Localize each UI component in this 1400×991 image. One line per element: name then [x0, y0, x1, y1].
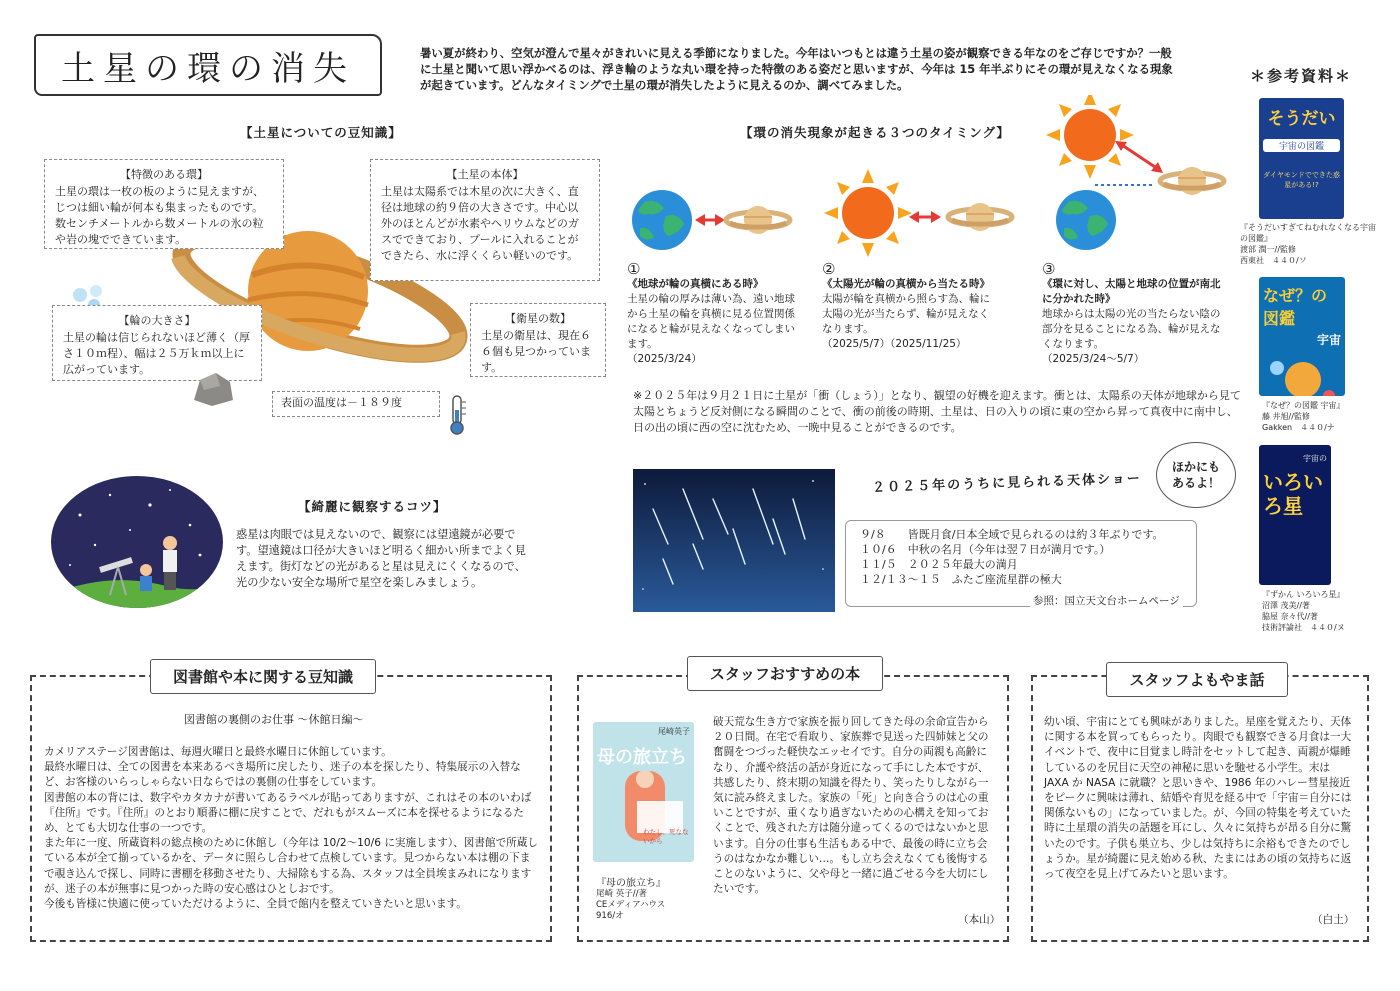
timing-1 — [627, 262, 799, 367]
timing-2-date: （2025/5/7）（2025/11/25） — [822, 338, 967, 350]
sky-event: １１/５ ２０２５年最大の満月 — [860, 558, 1018, 571]
library-paragraph: 最終水曜日は、全ての図書を本来あるべき場所に戻したり、迷子の本を探したり、特集展示の入替など、お客様のいらっしゃらない日ならではの裏側の仕事をしています。 — [44, 761, 521, 789]
timing-3-title: 《環に対し、太陽と地球の位置が南北に分かれた時》 — [1042, 278, 1221, 305]
trivia-moons-title: 【衛星の数】 — [505, 312, 571, 325]
trivia-body-text: 土星は太陽系では木星の次に大きく、直径は地球の約９倍の大きさです。中心以外のほとんどが水素やヘリウムなどのガスでできており、プールに入れることができたら、水に浮くくらい軽いのです。 — [381, 185, 579, 262]
staff-book-text: 破天荒な生き方で家族を振り回してきた母の余命宣告から２０日間。在宅で看取り、家族葬で見送った四姉妹と父の奮闘をつづった軽快なエッセイです。自分の両親も高齢になり、介護や終活の話が身近になって手にした本ですが、共感したり、終末期の知識を得たり、笑ったりしながら一気に読み終えました。家族の「死」と向き合うのは心の重いことですが、重くなり過ぎないための心構えを知っておくことで、残された方は随分違ってくるのではないかと思います。自分の仕事も生活もある中で、最後の時に立ち会うのはなかなか難しい…。もし立ち会えなくても後悔することのないように、父や母と一緒に過ごせる今を大切にしたいです。 — [713, 716, 989, 896]
trivia-ring-box — [44, 159, 284, 249]
library-label: 図書館や本に関する豆知識 — [150, 659, 376, 694]
library-body — [44, 745, 540, 912]
timing-3-text: 地球からは太陽の光の当たらない陰の部分を見ることになる為、輪が見えなくなります。 — [1042, 308, 1221, 350]
timing-1-num: ① — [627, 260, 641, 278]
page-title: 土星の環の消失 — [34, 34, 382, 96]
temperature-box: 表面の温度は－１８９度 — [272, 391, 440, 417]
timing-diagrams — [625, 95, 1245, 260]
sky-show-source: 参照：国立天文台ホームページ — [1030, 593, 1183, 608]
reference-book-2-caption: 『なぜ？の図鑑 宇宙』 藤 井旭//監修 Gakken ４４０/ナ — [1262, 401, 1345, 432]
thermometer-icon — [444, 394, 470, 436]
trivia-body-title: 【土星の本体】 — [446, 168, 524, 181]
timing-2-title: 《太陽光が輪の真横から当たる時》 — [822, 278, 990, 290]
library-paragraph: 今後も皆様に快適に使っていただけるように、全員で館内を整えていきたいと思います。 — [44, 898, 467, 911]
staff-talk-signature: （白土） — [1312, 914, 1355, 926]
trivia-ring-text: 土星の環は一枚の板のように見えますが、じつは細い輪が何本も集まったものです。数センチメートルから数メートルの氷の粒や岩の塊でできています。 — [55, 185, 264, 246]
sky-show-title: ２０２５年のうちに見られる天体ショー — [871, 471, 1142, 496]
timing-3 — [1042, 262, 1227, 367]
meteor-shower-image — [633, 469, 835, 612]
timing-3-num: ③ — [1042, 260, 1056, 278]
sky-event: ９/８ 皆既月食/日本全域で見られるのは約３年ぶりです。 — [860, 528, 1164, 541]
rock-icon — [190, 370, 236, 408]
staff-book-signature: （本山） — [958, 914, 1001, 926]
tips-text: 惑星は肉眼では見えないので、観察には望遠鏡が必要です。望遠鏡は口径が大きいほど明るく細かい所までよく見えます。街灯などの光があると星は見えにくくなるので、光の少ない安全な場所で星空を楽しみましょう。 — [236, 528, 526, 589]
trivia-size-text: 土星の輪は信じられないほど薄く（厚さ１０ｍ程）、幅は２５万ｋｍ以上に広がっています。 — [63, 331, 250, 376]
stargazing-illustration — [50, 475, 225, 610]
timing-2-text: 太陽が輪を真横から照らす為、輪に太陽の光が当たらず、輪が見えなくなります。 — [822, 293, 990, 335]
library-paragraph: また年に一度、所蔵資料の総点検のために休館し（今年は 10/2～10/6 に実施します）、図書館で所蔵している本が全て揃っているかを、データに照らし合わせて点検しています。見つからない本は棚の下まで覗き込んで探し、同時に書棚を移動させたり、大掃除もする為、スタッフは全員埃まみれになりますが、迷子の本が無事に見つかった時の安心感はひとしおです。 — [44, 837, 538, 895]
trivia-body-box — [370, 159, 600, 281]
timing-1-text: 土星の輪の厚みは薄い為、遠い地球から土星の輪を真横に見る位置関係になると輪が見えなくなってしまいます。 — [627, 293, 795, 350]
timing-2-num: ② — [822, 260, 836, 278]
trivia-ring-title: 【特徴のある環】 — [120, 168, 208, 181]
staff-book-caption: 『母の旅立ち』 尾崎 英子//著 CEメディアハウス 916/オ — [596, 878, 666, 921]
staff-book-cover: 尾崎英子 母の旅立ち わたし、死なないから — [593, 722, 694, 862]
references-heading: ＊参考資料＊ — [1250, 67, 1353, 85]
timing-1-title: 《地球が輪の真横にある時》 — [627, 278, 764, 290]
cover-planets-icon — [1263, 348, 1339, 396]
staff-talk-label: スタッフよもやま話 — [1106, 662, 1288, 697]
library-subtitle: 図書館の裏側のお仕事 ～休館日編～ — [184, 713, 364, 726]
sky-event: １２/１３～１５ ふたご座流星群の極大 — [860, 573, 1062, 586]
reference-book-2-cover: なぜ？の図鑑 宇宙 — [1259, 277, 1345, 396]
timing-1-date: （2025/3/24） — [627, 353, 702, 365]
intro-text: 暑い夏が終わり、空気が澄んで星々がきれいに見える季節になりました。今年はいつもとは違う土星の姿が観察できる年なのをご存じですか？一般に土星と聞いて思い浮かべるのは、浮き輪のような丸い環を持った特徴のある姿だと思いますが、今年は 15 年半ぶりにその環が見えなくなる現象が起きています。どんなタイミングで土星の環が消失したように見えるのか、調べてみました。 — [420, 46, 1173, 92]
library-paragraph: 図書館の本の背には、数字やカタカナが書いてあるラベルが貼ってありますが、これはその本のいわば『住所』です。『住所』のとおり順番に棚に戻すことで、だれもがスムーズに本を探せるようになるため、とても大切な仕事の一つです。 — [44, 791, 532, 835]
speech-bubble: ほかにもあるよ！ — [1156, 442, 1236, 508]
trivia-moons-text: 土星の衛星は、現在６６個も見つかっています。 — [481, 329, 591, 374]
staff-book-label: スタッフおすすめの本 — [687, 656, 883, 691]
trivia-moons-box — [470, 303, 606, 377]
trivia-heading: 【土星についての豆知識】 — [240, 125, 402, 140]
staff-talk-text: 幼い頃、宇宙にとても興味がありました。星座を覚えたり、天体に関する本を買ってもらったり。肉眼でも観察できる月食は一大イベントで、夜中に目覚まし時計をセットして起き、両親が爆睡しているのを尻目に天空の神秘に思いを馳せる小学生。末は JAXA か NASA に就職？と思いきや、1986 年のハレー彗星接近をピークに興味は薄れ、結婚や育児を経る中で「宇宙＝自分には関係ないもの」になっていました。が、今回の特集を考えていた時に土星環の消失の話題を耳にし、久々に気持ちが昂る自分に驚いたのです。子供も巣立ち、少しは気持ちに余裕もできたのでしょうか。星が綺麗に見え始める秋、たまにはあの頃の気持ちに返って夜空を見上げてみたいと思います。 — [1044, 716, 1352, 881]
timings-heading: 【環の消失現象が起きる３つのタイミング】 — [740, 125, 1010, 140]
timing-2 — [822, 262, 992, 352]
reference-book-3-cover: 宇宙の いろいろ星 — [1259, 445, 1331, 585]
opposition-note: ※２０２５年は９月２１日に土星が「衝（しょう）」となり、観望の好機を迎えます。衝とは、太陽系の天体が地球から見て太陽とちょうど反対側になる瞬間のことで、衝の前後の時期、土星は、日の入りの頃に東の空から昇って真夜中に南中し、日の出の頃に西の空に沈むため、一晩中見ることができるのです。 — [633, 389, 1241, 434]
tips-heading: 【綺麗に観察するコツ】 — [298, 499, 447, 514]
sky-event: １０/６ 中秋の名月（今年は翌７日が満月です。） — [860, 543, 1111, 556]
timing-3-date: （2025/3/24～5/7） — [1042, 353, 1145, 365]
trivia-size-title: 【輪の大きさ】 — [118, 314, 196, 327]
reference-book-1-caption: 『そうだいすぎてねむれなくなる宇宙の図鑑』 渡部 潤一//監修 西東社 ４４０/ソ — [1240, 223, 1376, 265]
reference-book-1-cover: そうだい 宇宙の図鑑 ダイヤモンドでできた惑星がある!? — [1259, 98, 1344, 219]
library-paragraph: カメリアステージ図書館は、毎週火曜日と最終水曜日に休館しています。 — [44, 746, 392, 758]
reference-book-3-caption: 『ずかん いろいろ星』 沼澤 茂美//著 脇屋 奈々代//著 技術評論社 ４４０/ヌ — [1262, 590, 1345, 632]
